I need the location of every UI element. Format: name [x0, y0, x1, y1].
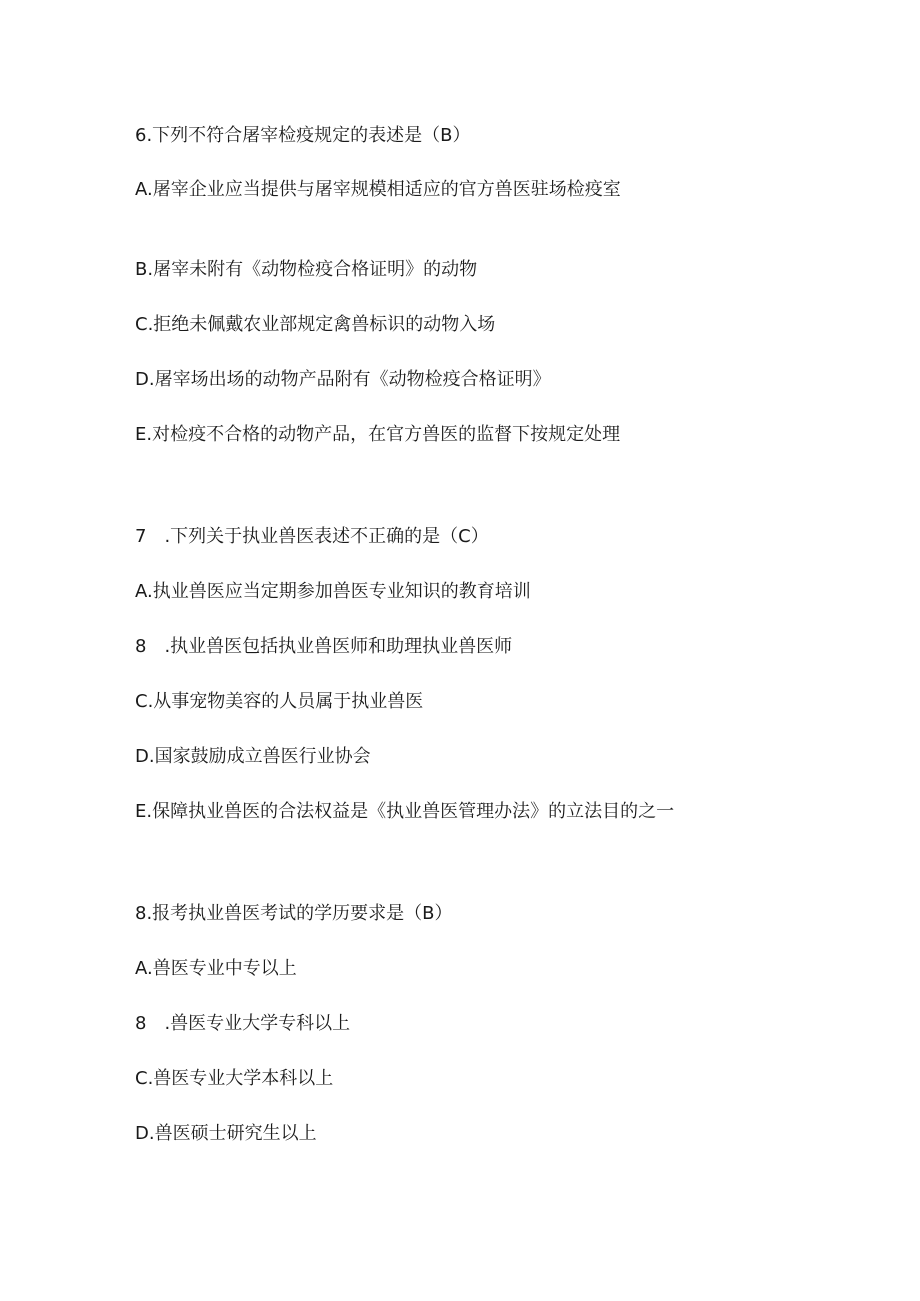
question-6-option-b: B.屠宰未附有《动物检疫合格证明》的动物: [135, 259, 478, 280]
question-7-option-e: E.保障执业兽医的合法权益是《执业兽医管理办法》的立法目的之一: [135, 801, 675, 822]
question-7-option-d: D.国家鼓励成立兽医行业协会: [135, 746, 371, 767]
question-8-option-a: A.兽医专业中专以上: [135, 958, 297, 979]
question-7-stem: 7 .下列关于执业兽医表述不正确的是（C）: [135, 526, 489, 547]
question-7-option-b: 8 .执业兽医包括执业兽医师和助理执业兽医师: [135, 636, 513, 657]
question-8-option-c: C.兽医专业大学本科以上: [135, 1068, 334, 1089]
question-7-option-a: A.执业兽医应当定期参加兽医专业知识的教育培训: [135, 581, 531, 602]
question-6-option-c: C.拒绝未佩戴农业部规定禽兽标识的动物入场: [135, 314, 496, 335]
question-7-option-c: C.从事宠物美容的人员属于执业兽医: [135, 691, 424, 712]
question-8-stem: 8.报考执业兽医考试的学历要求是（B）: [135, 903, 453, 924]
question-6-option-e: E.对检疫不合格的动物产品，在官方兽医的监督下按规定处理: [135, 424, 621, 445]
question-6-option-a: A.屠宰企业应当提供与屠宰规模相适应的官方兽医驻场检疫室: [135, 179, 621, 200]
question-6-option-d: D.屠宰场出场的动物产品附有《动物检疫合格证明》: [135, 369, 551, 390]
question-8-option-b: 8 .兽医专业大学专科以上: [135, 1013, 351, 1034]
question-6-stem: 6.下列不符合屠宰检疫规定的表述是（B）: [135, 125, 471, 146]
question-8-option-d: D.兽医硕士研究生以上: [135, 1123, 317, 1144]
